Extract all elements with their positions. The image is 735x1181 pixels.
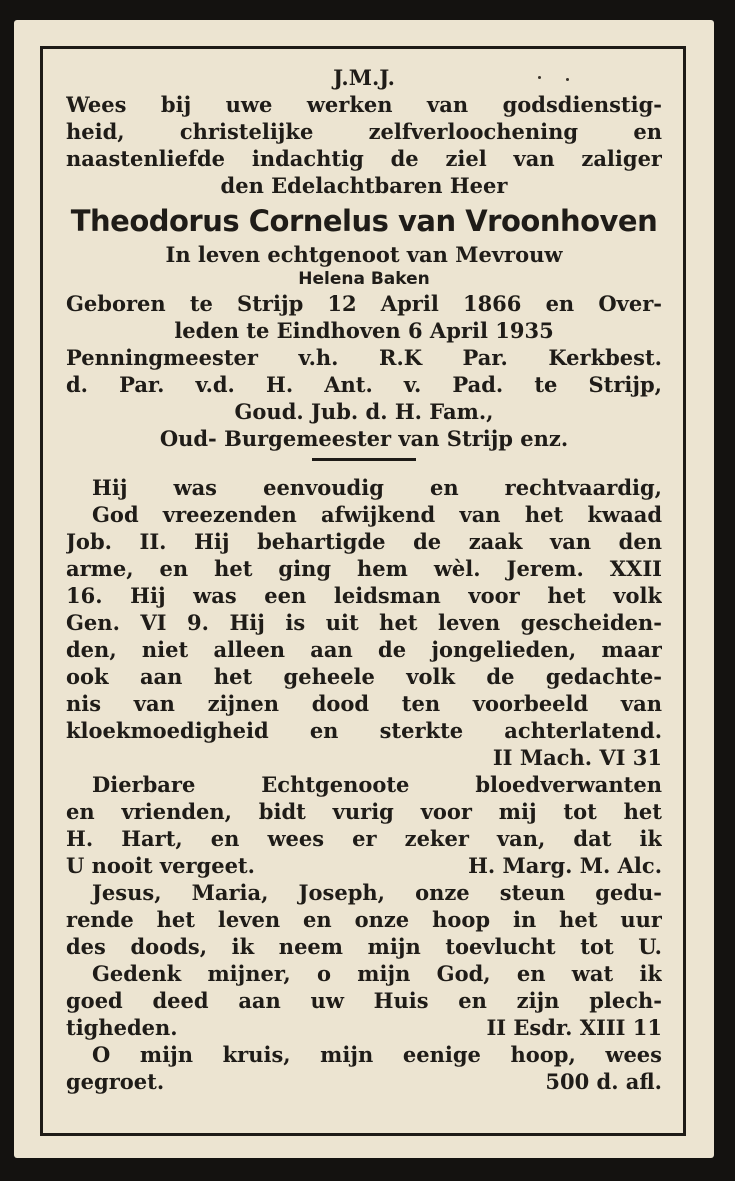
scripture-ref: II Mach. VI 31 bbox=[492, 745, 662, 770]
indulgence-note: 500 d. afl. bbox=[545, 1069, 662, 1094]
title-line: d. Par. v.d. H. Ant. v. Pad. te Strijp, bbox=[66, 372, 662, 397]
eulogy-line: kloekmoedigheid en sterkte achterlatend. bbox=[66, 718, 662, 743]
prayer-line: goed deed aan uw Huis en zijn plech- bbox=[66, 988, 662, 1013]
scripture-ref: II Esdr. XIII 11 bbox=[486, 1015, 662, 1040]
prayer-line-with-ref bbox=[66, 852, 662, 879]
prayer-line: Gedenk mijner, o mijn God, en wat ik bbox=[92, 961, 662, 986]
scripture-ref: H. Marg. M. Alc. bbox=[468, 853, 662, 878]
life-line: Geboren te Strijp 12 April 1866 en Over- bbox=[66, 291, 662, 316]
title-line: Goud. Jub. d. H. Fam., bbox=[234, 399, 494, 424]
eulogy-line: ook aan het geheele volk de gedachte- bbox=[66, 664, 662, 689]
eulogy-line: arme, en het ging hem wèl. Jerem. XXII bbox=[66, 556, 662, 581]
intro-line: den Edelachtbaren Heer bbox=[220, 173, 508, 198]
eulogy-line: Gen. VI 9. Hij is uit het leven gescheiden- bbox=[66, 610, 662, 635]
closing-line-with-indulgence bbox=[66, 1068, 662, 1095]
prayer-line-with-ref bbox=[66, 1014, 662, 1041]
spouse-name: Helena Baken bbox=[298, 269, 430, 289]
intro-line: Wees bij uwe werken van godsdienstig- bbox=[66, 92, 662, 117]
prayer-line: Dierbare Echtgenoote bloedverwanten bbox=[92, 772, 662, 797]
life-line: leden te Eindhoven 6 April 1935 bbox=[174, 318, 554, 343]
closing-line: O mijn kruis, mijn eenige hoop, wees bbox=[92, 1042, 662, 1067]
eulogy-line: den, niet alleen aan de jongelieden, maar bbox=[66, 637, 662, 662]
prayer-line: Jesus, Maria, Joseph, onze steun gedu- bbox=[92, 880, 662, 905]
eulogy-line: Hij was eenvoudig en rechtvaardig, bbox=[92, 475, 662, 500]
spouse-intro: In leven echtgenoot van Mevrouw bbox=[165, 242, 563, 267]
prayer-line: des doods, ik neem mijn toevlucht tot U. bbox=[66, 934, 662, 959]
card-text bbox=[66, 64, 662, 1095]
divider bbox=[312, 458, 416, 461]
eulogy-line: Job. II. Hij behartigde de zaak van den bbox=[66, 529, 662, 554]
deceased-name: Theodorus Cornelus van Vroonhoven bbox=[70, 204, 658, 238]
prayer-line: en vrienden, bidt vurig voor mij tot het bbox=[66, 799, 662, 824]
intro-line: heid, christelijke zelfverloochening en bbox=[66, 119, 662, 144]
prayer-line: H. Hart, en wees er zeker van, dat ik bbox=[66, 826, 662, 851]
eulogy-line: God vreezenden afwijkend van het kwaad bbox=[92, 502, 662, 527]
prayer-line: rende het leven en onze hoop in het uur bbox=[66, 907, 662, 932]
prayer-line: U nooit vergeet. bbox=[66, 853, 255, 878]
intro-line: naastenliefde indachtig de ziel van zaliger bbox=[66, 146, 662, 171]
title-line: Penningmeester v.h. R.K Par. Kerkbest. bbox=[66, 345, 662, 370]
prayer-line: tigheden. bbox=[66, 1015, 178, 1040]
prayer-card bbox=[14, 20, 714, 1158]
closing-line: gegroet. bbox=[66, 1069, 165, 1094]
monogram: J.M.J. bbox=[333, 65, 395, 90]
eulogy-line: 16. Hij was een leidsman voor het volk bbox=[66, 583, 662, 608]
eulogy-line: nis van zijnen dood ten voorbeeld van bbox=[66, 691, 662, 716]
title-line: Oud- Burgemeester van Strijp enz. bbox=[159, 426, 569, 451]
